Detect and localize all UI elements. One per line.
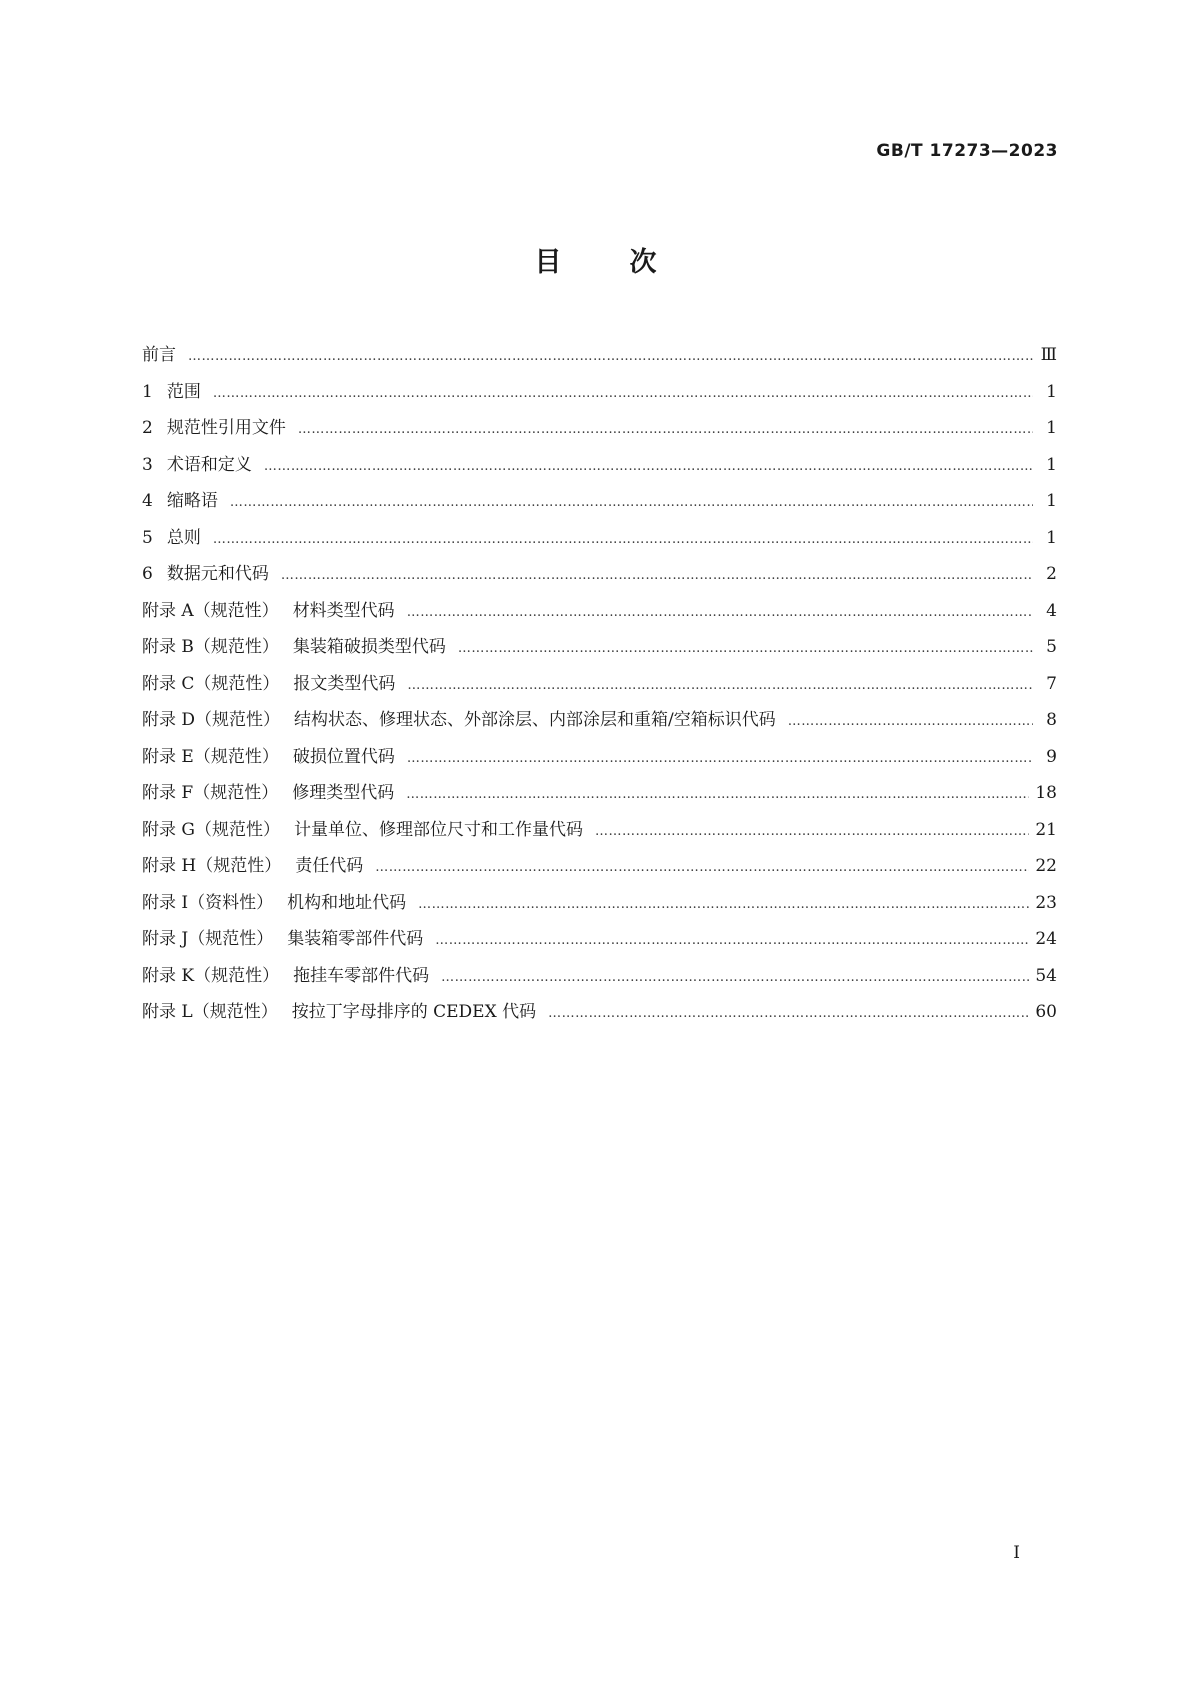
toc-page-number: 5 — [1046, 637, 1057, 657]
toc-entry-label: 规范性引用文件 — [166, 418, 286, 438]
toc-page-number: 1 — [1046, 491, 1057, 511]
toc-entry-annex-k[interactable] — [142, 961, 1057, 998]
toc-entry-1[interactable] — [142, 377, 1057, 414]
toc-entry-label: 报文类型代码 — [293, 673, 396, 694]
toc-page-number: 4 — [1046, 600, 1057, 621]
toc-entry-label: 范围 — [166, 381, 201, 402]
toc-entry-number: 附录 K（规范性） — [142, 965, 280, 986]
toc-page-number: 23 — [1035, 892, 1057, 913]
toc-entry-annex-a[interactable] — [142, 596, 1057, 633]
toc-entry-label: 集装箱零部件代码 — [287, 929, 424, 949]
toc-entry-number: 4 — [142, 491, 153, 511]
toc-entry-annex-b[interactable] — [142, 632, 1057, 669]
toc-leader — [406, 787, 1029, 802]
toc-entry-number: 6 — [142, 564, 153, 584]
toc-entry-annex-d[interactable] — [142, 705, 1057, 742]
toc-entry-number: 附录 C（规范性） — [142, 673, 280, 694]
toc-page-number: Ⅲ — [1040, 345, 1057, 365]
toc-entry-label: 数据元和代码 — [166, 564, 269, 584]
toc-leader — [435, 933, 1029, 948]
table-of-contents — [142, 340, 1057, 1034]
toc-entry-annex-g[interactable] — [142, 815, 1057, 852]
toc-page-number: 7 — [1046, 673, 1057, 694]
toc-page-number: 8 — [1046, 710, 1057, 730]
toc-leader — [298, 422, 1033, 437]
toc-leader — [281, 568, 1033, 583]
toc-entry-6[interactable] — [142, 559, 1057, 596]
toc-entry-label: 责任代码 — [295, 856, 364, 876]
toc-page-number: 60 — [1035, 1002, 1057, 1022]
toc-entry-label: 缩略语 — [166, 491, 218, 511]
toc-leader — [418, 897, 1029, 912]
toc-entry-number: 附录 B（规范性） — [142, 637, 279, 657]
toc-page-number: 21 — [1035, 819, 1057, 840]
toc-entry-5[interactable] — [142, 523, 1057, 560]
toc-entry-label: 计量单位、修理部位尺寸和工作量代码 — [293, 819, 583, 840]
toc-entry-number: 2 — [142, 418, 153, 438]
toc-leader — [213, 386, 1033, 401]
toc-page-number: 2 — [1046, 564, 1057, 584]
toc-page-number: 1 — [1046, 381, 1057, 402]
toc-entry-number: 附录 A（规范性） — [142, 600, 279, 621]
toc-leader — [441, 970, 1029, 985]
toc-leader — [548, 1006, 1029, 1021]
toc-page-number: 9 — [1046, 746, 1057, 767]
toc-leader — [375, 860, 1029, 875]
toc-leader — [407, 678, 1033, 693]
toc-leader — [264, 459, 1033, 474]
toc-entry-label: 结构状态、修理状态、外部涂层、内部涂层和重箱/空箱标识代码 — [294, 710, 776, 730]
toc-page-number: 24 — [1035, 929, 1057, 949]
toc-leader — [230, 495, 1033, 510]
toc-entry-number: 附录 I（资料性） — [142, 892, 274, 913]
toc-entry-annex-e[interactable] — [142, 742, 1057, 779]
toc-page-number: 22 — [1035, 856, 1057, 876]
toc-leader — [458, 641, 1033, 656]
page-number: Ⅰ — [1013, 1543, 1020, 1563]
toc-entry-number: 3 — [142, 454, 153, 475]
toc-entry-annex-h[interactable] — [142, 851, 1057, 888]
toc-entry-label: 破损位置代码 — [292, 746, 395, 767]
page-title: 目次 — [534, 247, 725, 278]
toc-entry-number: 5 — [142, 527, 153, 548]
toc-entry-label: 集装箱破损类型代码 — [292, 637, 446, 657]
toc-entry-annex-i[interactable] — [142, 888, 1057, 925]
toc-entry-label: 修理类型代码 — [292, 783, 395, 803]
toc-entry-label: 总则 — [166, 527, 201, 548]
toc-leader — [407, 605, 1033, 620]
toc-page-number: 18 — [1035, 783, 1057, 803]
toc-entry-number: 附录 D（规范性） — [142, 710, 281, 730]
toc-entry-label: 材料类型代码 — [292, 600, 395, 621]
toc-entry-label: 机构和地址代码 — [287, 892, 407, 913]
toc-page-number: 1 — [1046, 418, 1057, 438]
toc-entry-annex-l[interactable] — [142, 997, 1057, 1034]
toc-leader — [407, 751, 1033, 766]
toc-entry-number: 附录 H（规范性） — [142, 856, 282, 876]
toc-entry-number: 附录 J（规范性） — [142, 929, 274, 949]
toc-page-number: 54 — [1035, 965, 1057, 986]
toc-page-number: 1 — [1046, 527, 1057, 548]
toc-entry-label: 前言 — [142, 345, 176, 365]
toc-entry-label: 拖挂车零部件代码 — [293, 965, 430, 986]
toc-entry-number: 附录 G（规范性） — [142, 819, 280, 840]
toc-entry-3[interactable] — [142, 450, 1057, 487]
toc-leader — [595, 824, 1029, 839]
toc-entry-4[interactable] — [142, 486, 1057, 523]
standard-code: GB/T 17273—2023 — [876, 141, 1058, 161]
toc-entry-label: 按拉丁字母排序的 CEDEX 代码 — [291, 1002, 537, 1022]
toc-entry-foreword[interactable] — [142, 340, 1057, 377]
toc-entry-number: 附录 L（规范性） — [142, 1002, 278, 1022]
toc-page-number: 1 — [1046, 454, 1057, 475]
toc-entry-label: 术语和定义 — [166, 454, 252, 475]
toc-entry-annex-c[interactable] — [142, 669, 1057, 706]
toc-entry-annex-j[interactable] — [142, 924, 1057, 961]
toc-leader — [188, 349, 1033, 364]
toc-entry-2[interactable] — [142, 413, 1057, 450]
toc-entry-number: 附录 E（规范性） — [142, 746, 279, 767]
toc-entry-number: 1 — [142, 381, 153, 402]
toc-leader — [213, 532, 1033, 547]
toc-leader — [788, 714, 1033, 729]
toc-entry-annex-f[interactable] — [142, 778, 1057, 815]
toc-entry-number: 附录 F（规范性） — [142, 783, 279, 803]
